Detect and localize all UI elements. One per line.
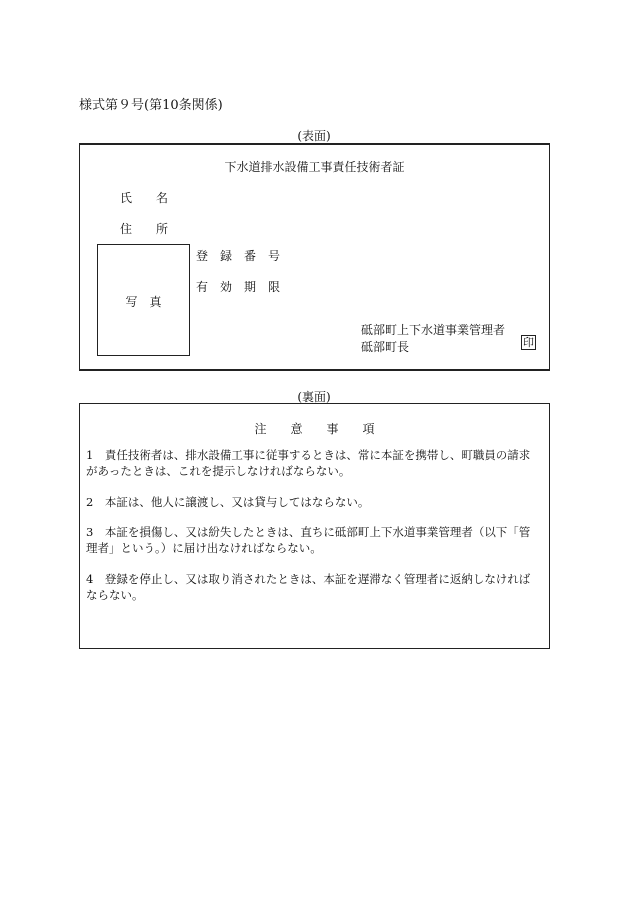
issuer-line-2: 砥部町長 [361,340,410,354]
back-side-label: (裏面) [297,390,331,404]
address-label: 住 所 [120,222,169,236]
seal-mark: 印 [523,336,534,349]
name-label: 氏 名 [120,191,169,205]
back-card [79,403,550,649]
photo-label: 写 真 [125,295,162,309]
front-side-label: (表面) [297,129,331,143]
form-number-title: 様式第９号(第10条関係) [79,98,223,113]
note-item-1: 1 責任技術者は、排水設備工事に従事するときは、常に本証を携帯し、町職員の請求があったときは、これを提示しなければならない。 [86,448,531,478]
note-item-2: 2 本証は、他人に譲渡し、又は貸与してはならない。 [86,495,370,509]
note-item-3: 3 本証を損傷し、又は紛失したときは、直ちに砥部町上下水道事業管理者（以下「管理者」という。）に届け出なければならない。 [86,525,531,555]
issuer-line-1: 砥部町上下水道事業管理者 [361,323,506,337]
validity-period-label: 有 効 期 限 [196,280,281,294]
registration-number-label: 登 録 番 号 [196,249,281,263]
photo-box [97,244,190,356]
notes-heading: 注 意 事 項 [254,422,375,436]
note-item-4: 4 登録を停止し、又は取り消されたときは、本証を遅滞なく管理者に返納しなければならない。 [86,572,531,602]
card-title: 下水道排水設備工事責任技術者証 [224,160,405,174]
front-card [79,143,550,371]
